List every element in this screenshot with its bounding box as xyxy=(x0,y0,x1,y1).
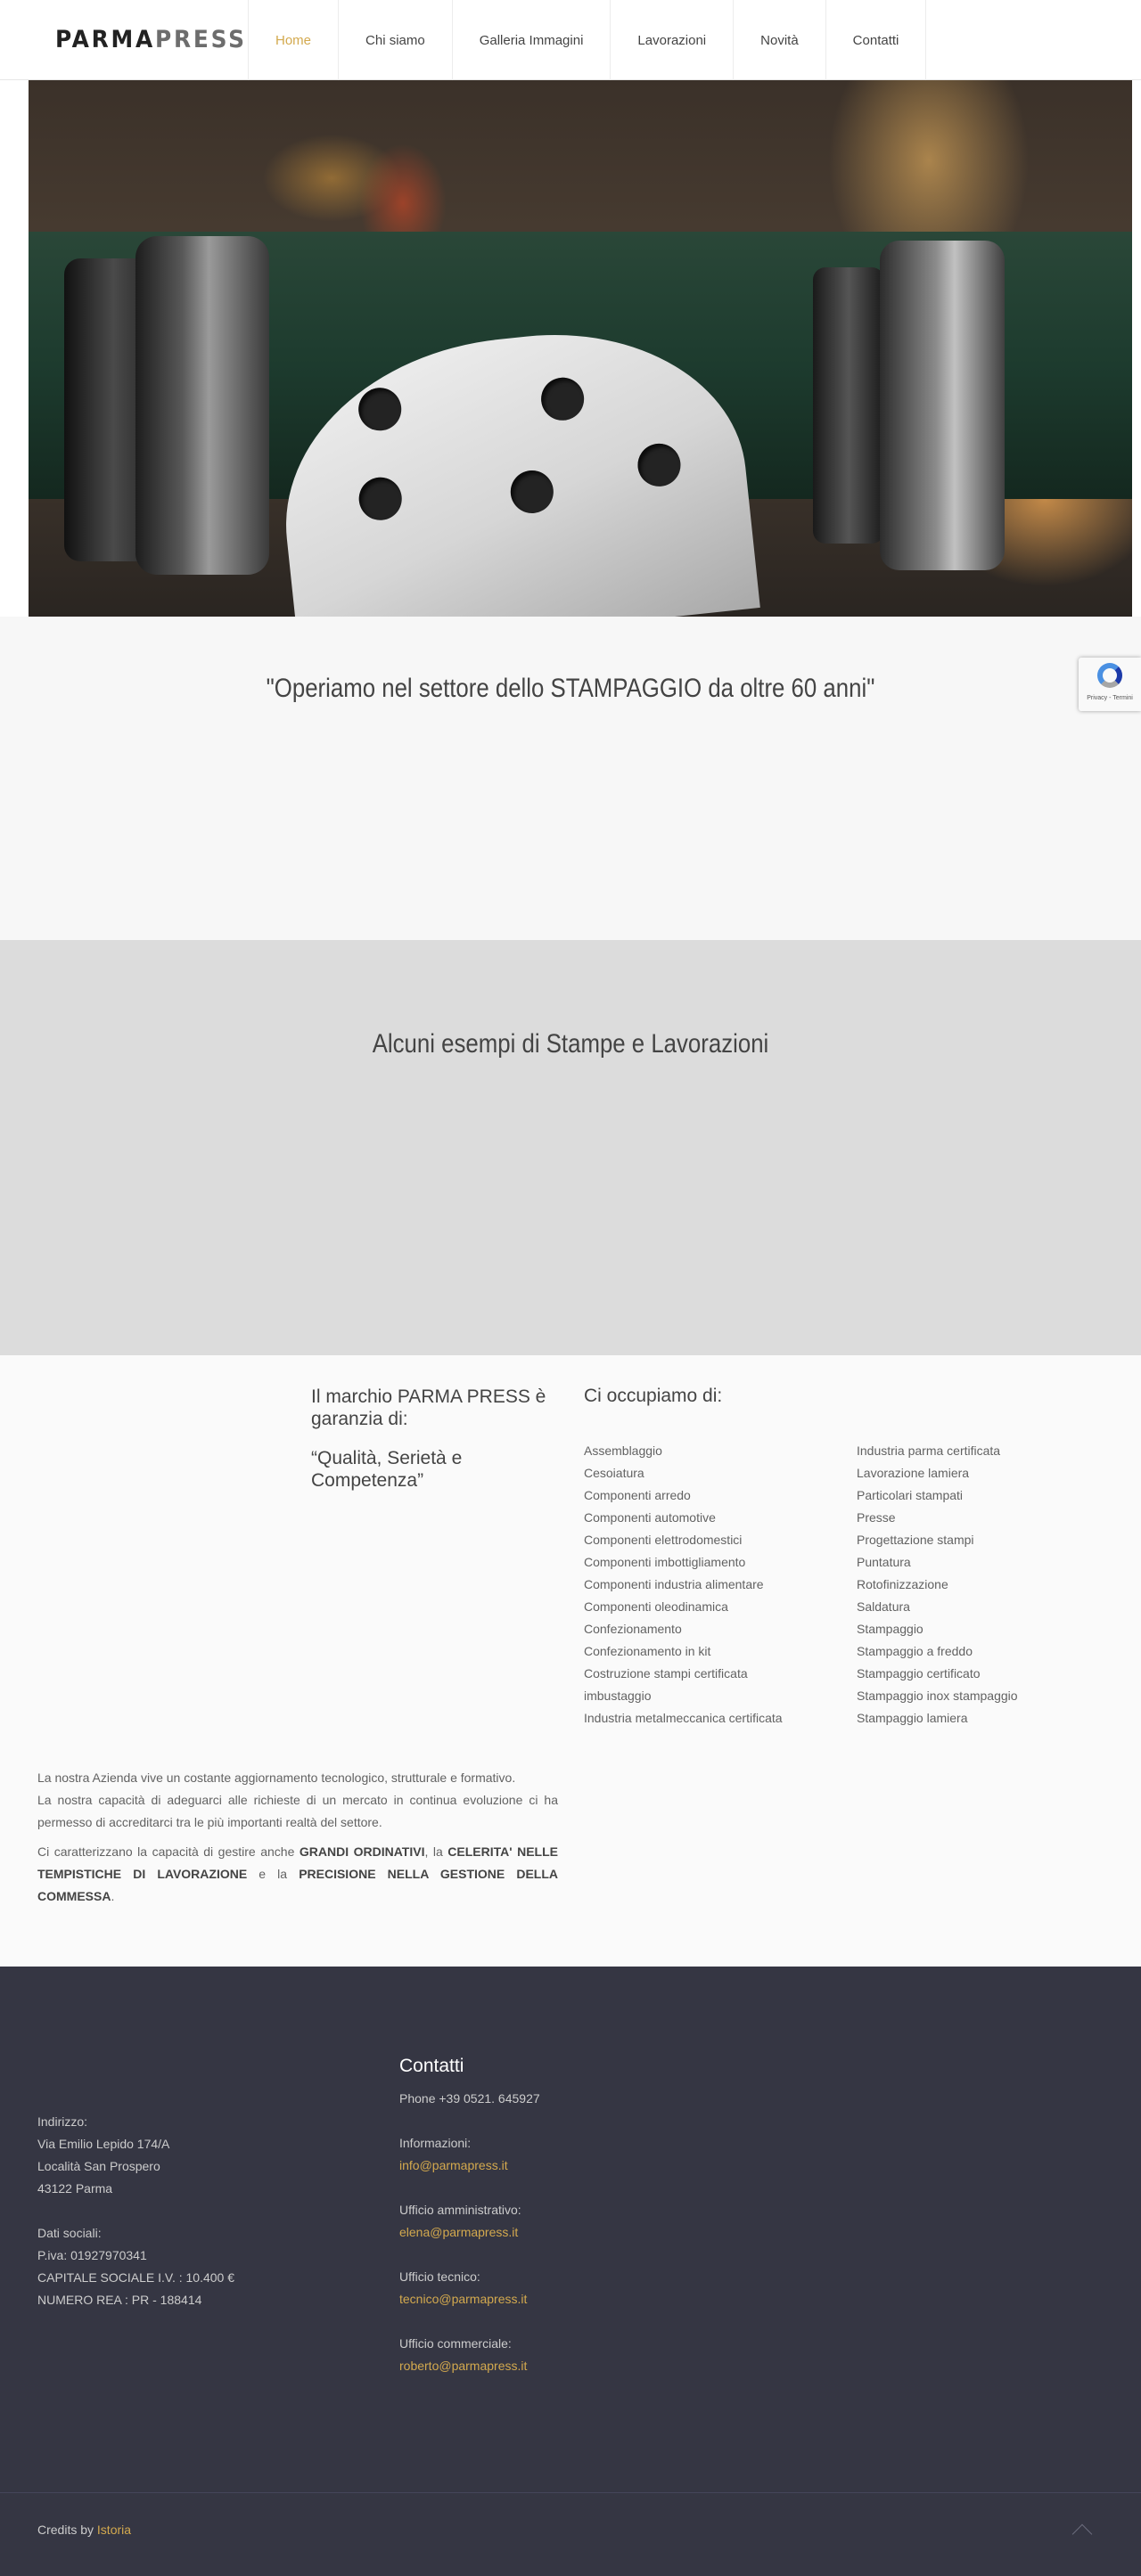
service-item: Saldatura xyxy=(857,1599,910,1614)
address-city: 43122 Parma xyxy=(37,2181,113,2196)
service-item: Componenti elettrodomestici xyxy=(584,1533,743,1547)
address-street: Via Emilio Lepido 174/A xyxy=(37,2137,170,2151)
contact-label: Ufficio amministrativo: xyxy=(399,2203,521,2217)
brand-title: Il marchio PARMA PRESS è garanzia di: xyxy=(311,1386,546,1429)
about-highlight: CELERITA' NELLE TEMPISTICHE DI LAVORAZIONE xyxy=(37,1844,558,1881)
service-item: Rotofinizzazione xyxy=(857,1577,948,1591)
footer-contacts xyxy=(399,2054,540,2400)
slide-left-roller xyxy=(135,236,269,575)
credits-bar xyxy=(0,2492,1141,2576)
service-item: Componenti oleodinamica xyxy=(584,1599,728,1614)
contact-info xyxy=(399,2132,540,2177)
service-item: Componenti arredo xyxy=(584,1488,691,1502)
nav-item-chi-siamo[interactable]: Chi siamo xyxy=(338,0,452,80)
recaptcha-badge[interactable] xyxy=(1079,658,1141,711)
contacts-title: Contatti xyxy=(399,2056,464,2076)
about-paragraph xyxy=(37,1767,558,1834)
hero-slide-image xyxy=(29,80,1132,617)
logo-text-parma: PARMA xyxy=(55,26,156,53)
main-nav xyxy=(248,0,926,80)
sales-email-link[interactable]: roberto@parmapress.it xyxy=(399,2359,528,2373)
about-text-part: . xyxy=(111,1889,115,1903)
slide-right-roller xyxy=(880,241,1005,570)
site-logo[interactable] xyxy=(55,26,247,54)
contact-admin xyxy=(399,2199,540,2244)
address-label: Indirizzo: xyxy=(37,2114,88,2129)
recaptcha-links[interactable]: Privacy - Termini xyxy=(1087,695,1133,701)
plate-hole xyxy=(539,375,587,422)
spacer xyxy=(37,2200,234,2222)
logo-text-press: PRESS xyxy=(155,26,247,53)
service-item: Assemblaggio xyxy=(584,1443,662,1458)
service-item: Stampaggio certificato xyxy=(857,1666,981,1681)
credits-text xyxy=(37,2523,131,2537)
service-item: Confezionamento xyxy=(584,1622,682,1636)
site-header xyxy=(0,0,1141,80)
service-item: Confezionamento in kit xyxy=(584,1644,711,1658)
service-item: Puntatura xyxy=(857,1555,911,1569)
about-text-part: , la xyxy=(424,1844,448,1859)
back-to-top-icon[interactable] xyxy=(1072,2524,1093,2545)
footer-address xyxy=(37,2111,234,2311)
about-paragraph xyxy=(37,1841,558,1908)
tech-email-link[interactable]: tecnico@parmapress.it xyxy=(399,2292,528,2306)
credits-prefix: Credits by xyxy=(37,2523,97,2537)
service-item: Stampaggio a freddo xyxy=(857,1644,973,1658)
plate-hole xyxy=(357,386,404,433)
address-locality: Località San Prospero xyxy=(37,2159,160,2173)
service-item: Presse xyxy=(857,1510,896,1525)
about-line: La nostra capacità di adeguarci alle richieste di un mercato in continua evoluzione ci ha permesso di accreditarci tra le più importanti realtà del settore. xyxy=(37,1793,558,1829)
about-highlight: PRECISIONE NELLA GESTIONE DELLA COMMESSA xyxy=(37,1867,559,1903)
admin-email-link[interactable]: elena@parmapress.it xyxy=(399,2225,519,2239)
services-title: Ci occupiamo di: xyxy=(584,1386,723,1406)
rea-number: NUMERO REA : PR - 188414 xyxy=(37,2293,202,2307)
share-capital: CAPITALE SOCIALE I.V. : 10.400 € xyxy=(37,2270,235,2285)
examples-headline: Alcuni esempi di Stampe e Lavorazioni xyxy=(372,1029,769,1059)
about-text xyxy=(37,1767,558,1908)
service-item: Stampaggio xyxy=(857,1622,923,1636)
nav-item-lavorazioni[interactable]: Lavorazioni xyxy=(610,0,733,80)
slide-right-roller-back xyxy=(813,267,884,544)
nav-item-galleria-immagini[interactable]: Galleria Immagini xyxy=(452,0,611,80)
about-text-part: Ci caratterizzano la capacità di gestire anche xyxy=(37,1844,300,1859)
intro-section xyxy=(0,617,1141,940)
intro-headline: "Operiamo nel settore dello STAMPAGGIO da oltre 60 anni" xyxy=(266,674,875,703)
examples-section xyxy=(0,940,1141,1355)
contact-phone: Phone +39 0521. 645927 xyxy=(399,2091,540,2106)
plate-hole xyxy=(636,442,683,489)
services-list-col1 xyxy=(584,1440,842,1730)
plate-hole xyxy=(357,475,404,522)
about-text-part: e la xyxy=(247,1867,300,1881)
contact-sales xyxy=(399,2333,540,2377)
contact-tech xyxy=(399,2266,540,2310)
nav-item-novita[interactable]: Novità xyxy=(733,0,825,80)
service-item: Stampaggio lamiera xyxy=(857,1711,968,1725)
contact-label: Ufficio commerciale: xyxy=(399,2336,512,2351)
credits-link[interactable]: Istoria xyxy=(96,2523,132,2537)
service-item: Particolari stampati xyxy=(857,1488,964,1502)
site-footer xyxy=(0,1967,1141,2492)
company-data-label: Dati sociali: xyxy=(37,2226,102,2240)
about-highlight: GRANDI ORDINATIVI xyxy=(299,1844,425,1859)
services-list-col2 xyxy=(857,1440,1115,1730)
service-item: Cesoiatura xyxy=(584,1466,644,1480)
vat-number: P.iva: 01927970341 xyxy=(37,2248,147,2262)
contact-label: Ufficio tecnico: xyxy=(399,2269,480,2284)
service-item: Componenti automotive xyxy=(584,1510,716,1525)
service-item: Industria metalmeccanica certificata xyxy=(584,1711,783,1725)
contact-label: Informazioni: xyxy=(399,2136,472,2150)
nav-item-contatti[interactable]: Contatti xyxy=(825,0,927,80)
plate-hole xyxy=(508,469,555,516)
service-item: Industria parma certificata xyxy=(857,1443,1001,1458)
nav-item-home[interactable]: Home xyxy=(248,0,338,80)
service-item: Componenti imbottigliamento xyxy=(584,1555,746,1569)
service-item: imbustaggio xyxy=(584,1689,652,1703)
brand-quote: “Qualità, Serietà e Competenza” xyxy=(311,1448,463,1491)
about-line: La nostra Azienda vive un costante aggiornamento tecnologico, strutturale e formativo. xyxy=(37,1770,516,1785)
recaptcha-icon xyxy=(1097,663,1122,688)
info-email-link[interactable]: info@parmapress.it xyxy=(399,2158,508,2172)
service-item: Lavorazione lamiera xyxy=(857,1466,970,1480)
service-item: Progettazione stampi xyxy=(857,1533,974,1547)
service-item: Costruzione stampi certificata xyxy=(584,1666,748,1681)
service-item: Componenti industria alimentare xyxy=(584,1577,764,1591)
service-item: Stampaggio inox stampaggio xyxy=(857,1689,1018,1703)
info-section xyxy=(0,1355,1141,1967)
